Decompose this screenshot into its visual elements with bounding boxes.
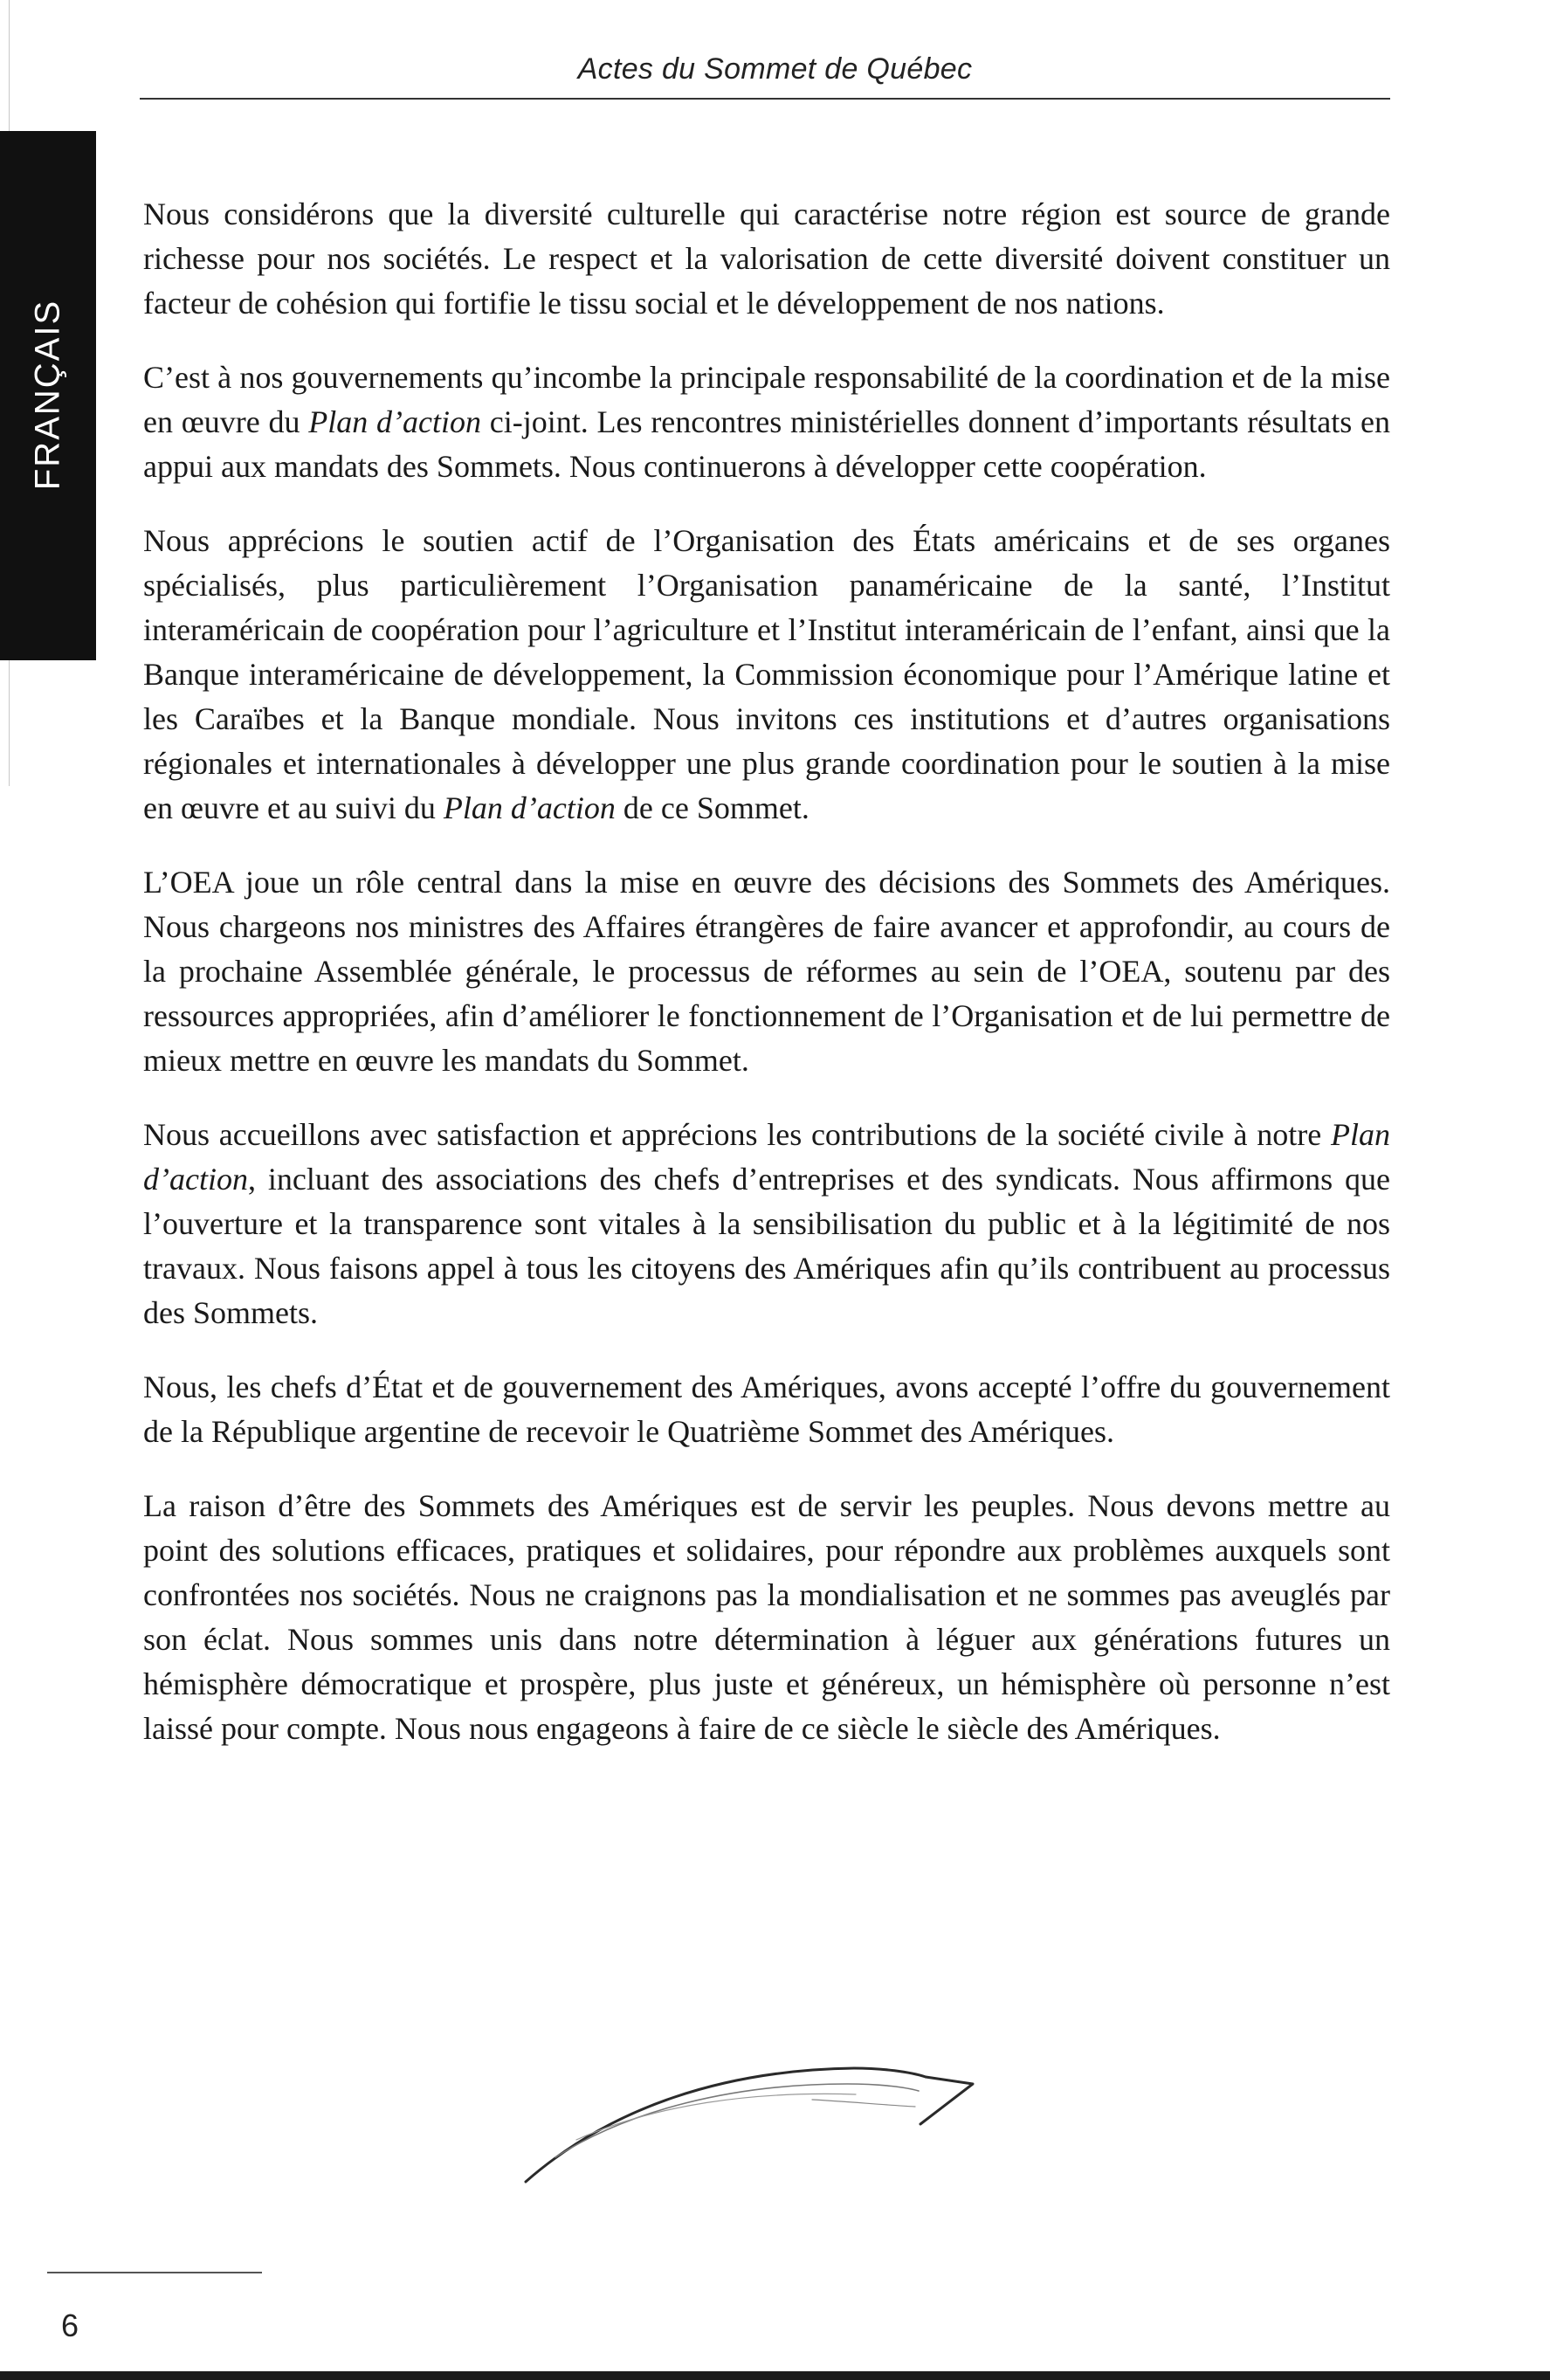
paragraph-text: Nous accueillons avec satisfaction et apprécions les contributions de la société civile à notre [143, 1117, 1331, 1152]
header-rule [140, 98, 1390, 100]
paragraph-oas-role: L’OEA joue un rôle central dans la mise en œuvre des décisions des Sommets des Amériques. Nous chargeons nos ministres des Affaires étrangères de faire avancer et approfondir, au cours de la prochaine Assemblée générale, le processus de réformes au sein de l’OEA, soutenu par des ressources appropriées, afin d’améliorer le fonctionnement de l’Organisation et de lui permettre de mieux mettre en œuvre les mandats du Sommet. [143, 865, 1390, 1078]
paragraph-purpose: La raison d’être des Sommets des Amériques est de servir les peuples. Nous devons mettre au point des solutions efficaces, pratiques et solidaires, pour répondre aux problèmes auxquels sont confrontées nos sociétés. Nous ne craignons pas la mondialisation et ne sommes pas aveuglés par son éclat. Nous sommes unis dans notre détermination à léguer aux générations futures un hémisphère démocratique et prospère, plus juste et généreux, un hémisphère où personne n’est laissé pour compte. Nous nous engageons à faire de ce siècle le siècle des Amériques. [143, 1488, 1390, 1746]
language-tab-label: FRANÇAIS [28, 299, 67, 491]
paragraph-civil-society [143, 1113, 1390, 1335]
paragraph-oas-support [143, 519, 1390, 831]
body-text [143, 192, 1390, 1781]
paragraph-government-responsibility [143, 355, 1390, 489]
paragraph-text: Nous apprécions le soutien actif de l’Organisation des États américains et de ses organes spécialisés, plus particulièrement l’Organisation panaméricaine de la santé, l’Institut interaméricain de coopération pour l’agriculture et l’Institut interaméricain de l’enfant, ainsi que la Banque interaméricaine de développement, la Commission économique pour l’Amérique latine et les Caraïbes et la Banque mondiale. Nous invitons ces institutions et d’autres organisations régionales et internationales à développer une plus grande coordination pour le soutien à la mise en œuvre et au suivi du [143, 523, 1390, 825]
paragraph-text: , incluant des associations des chefs d’entreprises et des syndicats. Nous affirmons que l’ouverture et la transparence sont vitales à la sensibilisation du public et à la légitimité de nos travaux. Nous faisons appel à tous les citoyens des Amériques afin qu’ils contribuent au processus des Sommets. [143, 1162, 1390, 1330]
page-number: 6 [61, 2308, 79, 2343]
footer-rule [47, 2272, 262, 2273]
paragraph-cultural-diversity: Nous considérons que la diversité culturelle qui caractérise notre région est source de grande richesse pour nos sociétés. Le respect et la valorisation de cette diversité doivent constituer un facteur de cohésion qui fortifie le tissu social et le développement de nos nations. [143, 197, 1390, 321]
paragraph-text: de ce Sommet. [615, 790, 809, 825]
plan-action-italic: Plan d’action [143, 1117, 1390, 1197]
signature-flourish [515, 2026, 987, 2201]
paragraph-text: ci-joint. Les rencontres ministérielles donnent d’importants résultats en appui aux mandats des Sommets. Nous continuerons à développer cette coopération. [143, 404, 1390, 484]
paragraph-text: C’est à nos gouvernements qu’incombe la principale responsabilité de la coordination et de la mise en œuvre du [143, 360, 1390, 439]
plan-action-italic: Plan d’action [308, 404, 482, 439]
bottom-scan-edge [0, 2371, 1550, 2380]
running-header: Actes du Sommet de Québec [577, 52, 973, 86]
paragraph-fourth-summit: Nous, les chefs d’État et de gouvernement des Amériques, avons accepté l’offre du gouvernement de la République argentine de recevoir le Quatrième Sommet des Amériques. [143, 1369, 1390, 1449]
plan-action-italic: Plan d’action [443, 790, 616, 825]
